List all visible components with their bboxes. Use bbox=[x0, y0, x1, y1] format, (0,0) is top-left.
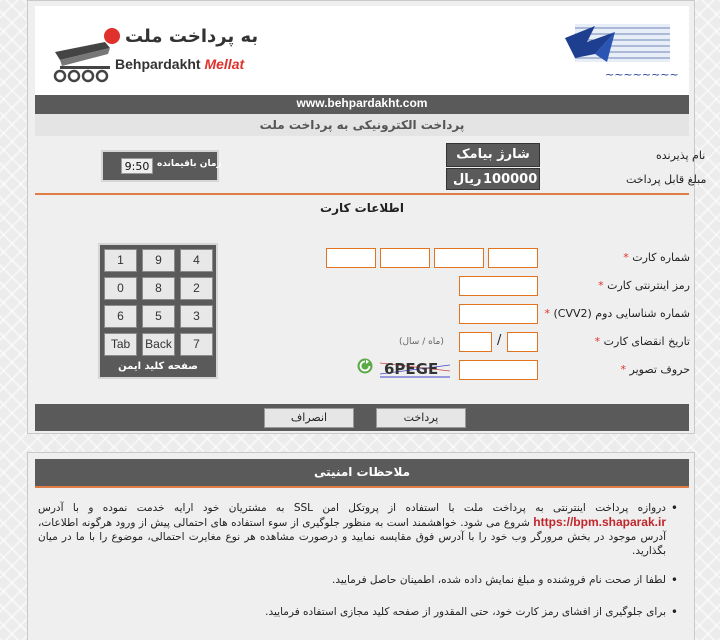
bullet-icon: • bbox=[670, 605, 678, 619]
amount-box bbox=[446, 168, 540, 190]
list-item: • لطفا از صحت نام فروشنده و مبلغ نمایش داده شده، اطمینان حاصل فرمایید. bbox=[332, 573, 678, 587]
bank-emblem-icon bbox=[565, 24, 670, 62]
brand-fa: به پرداخت ملت bbox=[125, 26, 259, 47]
captcha-image bbox=[380, 357, 450, 379]
page-subtitle: پرداخت الکترونیکی به پرداخت ملت bbox=[35, 114, 689, 136]
captcha-text: 6PEGE bbox=[384, 360, 439, 378]
secure-keypad-label: صفحه کلید ایمن bbox=[118, 361, 198, 372]
site-url: www.behpardakht.com bbox=[296, 96, 428, 110]
pay-button[interactable]: پرداخت bbox=[376, 408, 466, 428]
keypad-key-5[interactable]: 5 bbox=[142, 305, 175, 328]
keypad-key-7[interactable]: 7 bbox=[180, 333, 213, 356]
keypad-key-4[interactable]: 4 bbox=[180, 249, 213, 272]
list-item: • برای جلوگیری از افشای رمز کارت خود، حتی المقدور از صفحه کلید مجازی استفاده فرمایید. bbox=[265, 605, 678, 619]
remaining-time-value: 9:50 bbox=[121, 158, 153, 174]
expiry-separator: / bbox=[497, 333, 502, 348]
payment-panel bbox=[27, 0, 707, 434]
keypad-key-0[interactable]: 0 bbox=[104, 277, 137, 300]
merchant-name-value: شارژ بیامک bbox=[446, 143, 540, 167]
keypad-key-2[interactable]: 2 bbox=[180, 277, 213, 300]
card-number-part-1[interactable] bbox=[488, 248, 538, 268]
remaining-time-label: زمان باقیمانده bbox=[157, 159, 222, 169]
card-number-part-4[interactable] bbox=[326, 248, 376, 268]
card-number-part-2[interactable] bbox=[434, 248, 484, 268]
security-notes-title: ملاحظات امنیتی bbox=[35, 459, 689, 486]
keypad-key-tab[interactable]: Tab bbox=[104, 333, 137, 356]
bullet-icon: • bbox=[670, 573, 678, 587]
divider bbox=[35, 486, 689, 488]
brand-en: Behpardakht Mellat bbox=[115, 56, 245, 72]
security-notes-panel bbox=[27, 452, 695, 640]
currency: ریال bbox=[453, 172, 482, 187]
cvv2-input[interactable] bbox=[459, 304, 538, 324]
bank-logo-text-icon: ~~~~~~~~ bbox=[605, 68, 679, 81]
keypad-key-9[interactable]: 9 bbox=[142, 249, 175, 272]
header-banner bbox=[35, 6, 689, 114]
brand-en-suffix: Mellat bbox=[204, 56, 245, 72]
keypad-key-1[interactable]: 1 bbox=[104, 249, 137, 272]
captcha-input[interactable] bbox=[459, 360, 538, 380]
keypad-key-6[interactable]: 6 bbox=[104, 305, 137, 328]
card-info-title: اطلاعات کارت bbox=[320, 201, 404, 215]
security-notes-list bbox=[38, 501, 678, 619]
captcha-label: حروف تصویر * bbox=[620, 363, 690, 376]
expiry-label: تاریخ انقضای کارت * bbox=[594, 335, 690, 348]
expiry-year-input[interactable] bbox=[459, 332, 492, 352]
list-item: • دروازه پرداخت اینترنتی به پرداخت ملت با استفاده از پروتکل امن SSL به مشتریان خود ارایه خدمت نموده و با آدرس https://bpm.shaparak.ir شروع می شود. خواهشمند است به منظور جلوگیری از سوء استفاده های احتمالی پیش از ورود هرگونه اطلاعات، آدرس موجود در بخش مرورگر وب خود را با آدرس فوق مقایسه نمایید و درصورت مشاهده هر نوع مغایرت احتمالی، موضوع را با ما در میان بگذارید. bbox=[38, 501, 678, 557]
expiry-month-input[interactable] bbox=[507, 332, 538, 352]
card-number-part-3[interactable] bbox=[380, 248, 430, 268]
pin-input[interactable] bbox=[459, 276, 538, 296]
amount-value: 100000 bbox=[483, 172, 538, 187]
card-number-label: شماره کارت * bbox=[623, 251, 690, 264]
merchant-name-label: نام پذیرنده bbox=[656, 149, 706, 162]
shaparak-link[interactable]: https://bpm.shaparak.ir bbox=[533, 515, 666, 529]
amount-label: مبلغ قابل پرداخت bbox=[626, 173, 707, 186]
pin-label: رمز اینترنتی کارت * bbox=[598, 279, 690, 292]
cart-icon bbox=[55, 28, 120, 81]
remaining-time-box bbox=[101, 150, 222, 182]
bank-mellat-logo bbox=[535, 18, 685, 90]
refresh-icon[interactable] bbox=[357, 358, 373, 374]
expiry-hint: (ماه / سال) bbox=[399, 337, 444, 347]
cancel-button[interactable]: انصراف bbox=[264, 408, 354, 428]
keypad-key-8[interactable]: 8 bbox=[142, 277, 175, 300]
keypad-key-3[interactable]: 3 bbox=[180, 305, 213, 328]
action-bar bbox=[35, 404, 689, 431]
keypad-key-back[interactable]: Back bbox=[142, 333, 175, 356]
divider bbox=[35, 193, 689, 195]
bullet-icon: • bbox=[670, 501, 678, 515]
secure-keypad bbox=[98, 243, 218, 379]
cvv2-label: شماره شناسایی دوم (CVV2) * bbox=[544, 307, 690, 320]
